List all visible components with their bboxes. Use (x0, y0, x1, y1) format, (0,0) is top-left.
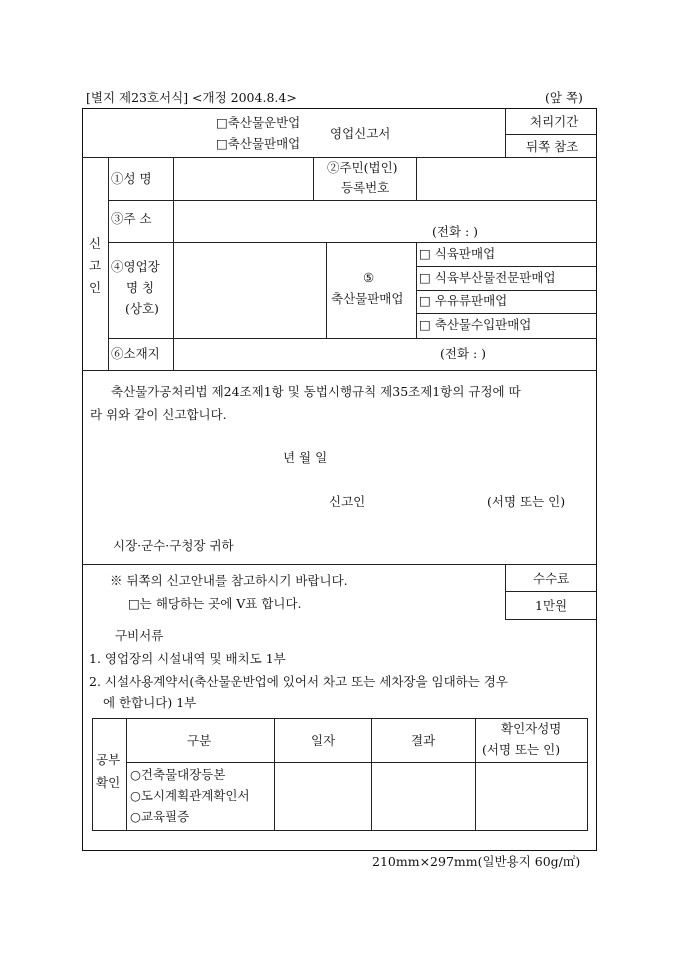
check-item-building-register[interactable]: ○건축물대장등본 (130, 767, 226, 782)
biz-name-label-1: ④영업장 (111, 259, 160, 274)
rule-fee-bottom (505, 619, 597, 620)
document-item-1: 1. 영업장의 시설내역 및 배치도 1부 (89, 651, 286, 666)
paper-size: 210mm×297mm(일반용지 60g/㎡) (372, 854, 581, 869)
address-phone: (전화 : ) (432, 224, 479, 239)
rule-type-1 (416, 266, 597, 267)
check-item-urban-plan[interactable]: ○도시계획관계확인서 (130, 788, 250, 803)
fee-label: 수수료 (533, 571, 570, 586)
location-label: ⑥소재지 (111, 346, 160, 361)
rule-processing-mid (505, 134, 597, 135)
type-label-text: 축산물판매업 (331, 291, 404, 306)
type-option-import[interactable]: □ 축산물수입판매업 (419, 317, 532, 332)
rule-section-label-right (108, 157, 109, 370)
check-col-confirmer-1: 확인자성명 (501, 721, 562, 736)
rule-bizname-bottom (108, 338, 597, 339)
documents-heading: 구비서류 (115, 628, 164, 643)
rule-resident-left (313, 157, 314, 200)
processing-period-label: 처리기간 (530, 114, 579, 129)
biz-name-label-3: (상호) (125, 301, 159, 316)
option-sales[interactable]: □축산물판매업 (216, 136, 301, 151)
declaration-line-1: 축산물가공처리법 제24조제1항 및 동법시행규칙 제35조제1항의 규정에 따 (111, 384, 521, 399)
option-transport[interactable]: □축산물운반업 (216, 115, 301, 130)
processing-period-value: 뒤쪽 참조 (526, 139, 579, 154)
rule-check-date (274, 718, 275, 831)
document-item-2-line-2: 에 한합니다) 1부 (103, 695, 197, 710)
rule-type-right (416, 242, 417, 338)
recipient: 시장·군수·구청장 귀하 (113, 538, 234, 553)
type-option-meat[interactable]: □ 식육판매업 (419, 246, 496, 261)
rule-check-result (371, 718, 372, 831)
name-label: ①성 명 (111, 171, 152, 186)
resident-no-label-1: ②주민(법인) (327, 160, 398, 175)
form-title: 영업신고서 (330, 126, 391, 141)
declaration-date: 년 월 일 (283, 450, 328, 465)
rule-resident-right (416, 157, 417, 200)
check-col-category: 구분 (187, 733, 212, 748)
rule-applicant-bottom (82, 370, 597, 371)
rule-processing-left (505, 108, 506, 157)
fee-value: 1만원 (535, 598, 568, 613)
check-col-confirmer-2: (서명 또는 인) (482, 742, 561, 757)
location-phone: (전화 : ) (440, 346, 487, 361)
rule-fee-mid (505, 591, 597, 592)
document-item-2-line-1: 2. 시설사용계약서(축산물운반업에 있어서 차고 또는 세차장을 임대하는 경우 (89, 674, 508, 689)
page-side: (앞 쪽) (545, 90, 583, 105)
rule-field-label-right (173, 157, 174, 370)
note-2: □는 해당하는 곳에 V표 합니다. (128, 596, 302, 611)
section-label-in: 인 (89, 280, 102, 295)
section-label-sin: 신 (89, 236, 102, 251)
declarant-label: 신고인 (329, 494, 366, 509)
rule-type-2 (416, 290, 597, 291)
rule-type-3 (416, 313, 597, 314)
rule-check-confirmer (475, 718, 476, 831)
check-side-label-2: 확인 (96, 775, 121, 790)
check-item-education-cert[interactable]: ○교육필증 (130, 809, 190, 824)
rule-type-left (326, 242, 327, 338)
note-1: ※ 뒤쪽의 신고안내를 참고하시기 바랍니다. (110, 573, 348, 588)
check-col-result: 결과 (411, 733, 436, 748)
type-option-byproduct[interactable]: □ 식육부산물전문판매업 (419, 270, 556, 285)
check-col-date: 일자 (311, 733, 336, 748)
rule-name-bottom (108, 200, 597, 201)
rule-address-bottom (108, 242, 597, 243)
declaration-line-2: 라 위와 같이 신고합니다. (90, 407, 227, 422)
address-label: ③주 소 (111, 211, 152, 226)
type-option-milk[interactable]: □ 우유류판매업 (419, 293, 508, 308)
section-label-go: 고 (89, 258, 102, 273)
rule-title-bottom (82, 157, 597, 158)
resident-no-label-2: 등록번호 (341, 180, 390, 195)
rule-fee-left (505, 564, 506, 619)
biz-name-label-2: 명 칭 (126, 280, 155, 295)
check-side-label-1: 공부 (96, 752, 121, 767)
rule-declaration-bottom (82, 564, 597, 565)
rule-check-side (126, 718, 127, 831)
rule-check-header (126, 762, 588, 763)
form-id: [별지 제23호서식] <개정 2004.8.4> (86, 90, 297, 105)
type-label-number: ⑤ (363, 270, 375, 285)
declarant-sign: (서명 또는 인) (487, 494, 566, 509)
